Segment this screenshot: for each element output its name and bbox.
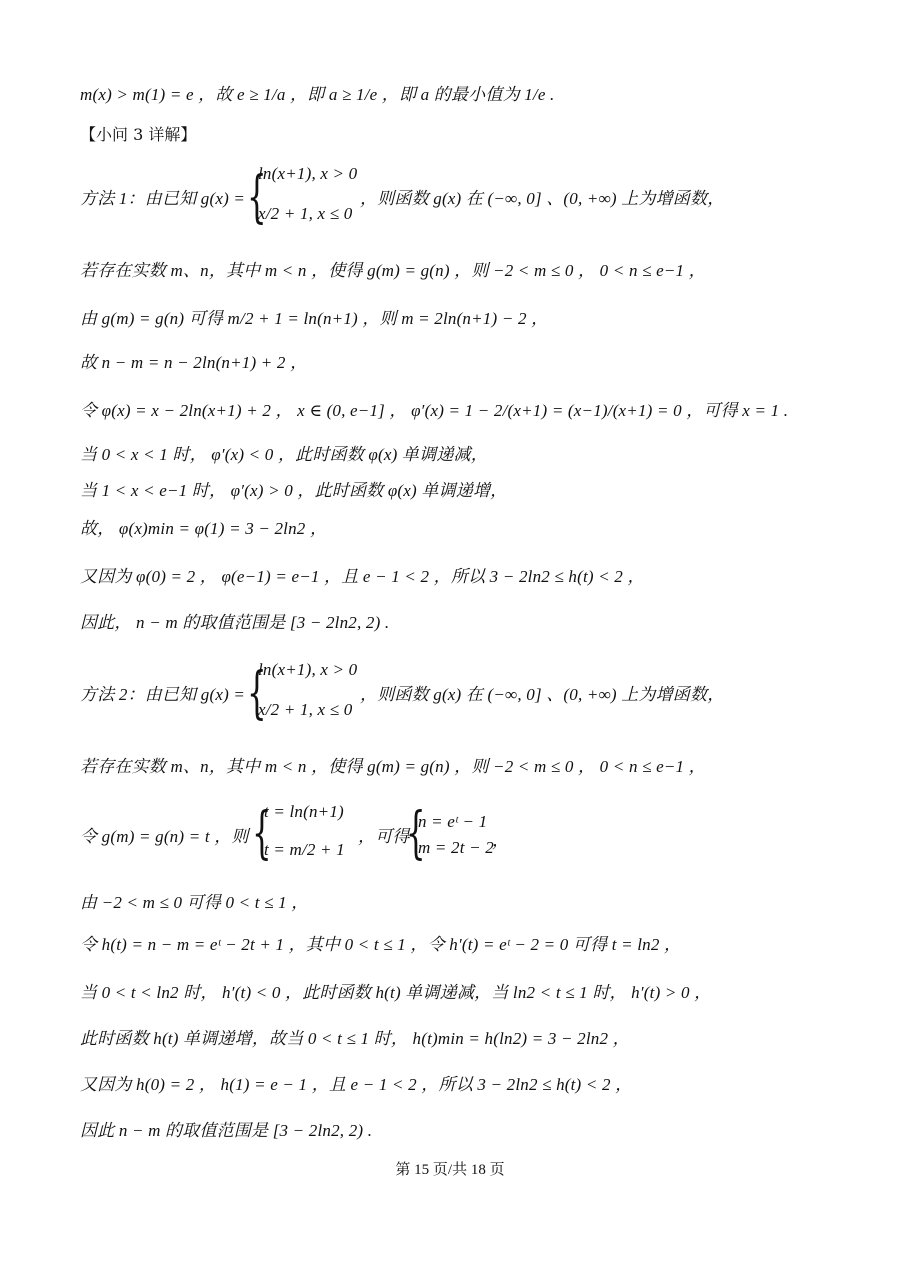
text-line: 故 n − m = n − 2ln(n+1) + 2 ， — [80, 353, 308, 372]
text-line: ，则函数 g(x) 在 (−∞, 0] 、(0, +∞) 上为增函数， — [360, 685, 725, 704]
brace-icon: { — [252, 801, 272, 866]
equation-row: n = eᵗ − 1 — [418, 812, 488, 831]
text-line: 由 g(m) = g(n) 可得 m/2 + 1 = ln(n+1) ，则 m = 2ln(n+1) − 2 ， — [80, 309, 549, 328]
text-line: 方法 2：由已知 g(x) = — [80, 685, 246, 704]
text-line: 若存在实数 m、n，其中 m < n ，使得 g(m) = g(n) ，则 −2 < m ≤ 0 ， 0 < n ≤ e−1 ， — [80, 261, 706, 280]
section-heading: 【小问 3 详解】 — [80, 125, 197, 144]
brace-icon: { — [247, 661, 267, 726]
text-line: 令 g(m) = g(n) = t ，则 — [80, 827, 249, 846]
equation-system — [418, 810, 494, 860]
text-line: 由 −2 < m ≤ 0 可得 0 < t ≤ 1 ， — [80, 893, 309, 912]
case-row: ln(x+1), x > 0 — [258, 660, 358, 679]
case-row: x/2 + 1, x ≤ 0 — [258, 700, 353, 719]
case-row: ln(x+1), x > 0 — [258, 164, 358, 183]
text-line: 方法 1：由已知 g(x) = — [80, 189, 246, 208]
text-line: m(x) > m(1) = e ，故 e ≥ 1/a ，即 a ≥ 1/e ，即 a 的最小值为 1/e . — [80, 85, 555, 104]
text-line: 又因为 φ(0) = 2 ， φ(e−1) = e−1 ，且 e − 1 < 2 ，所以 3 − 2ln2 ≤ h(t) < 2 ， — [80, 567, 645, 586]
text-line: 因此 n − m 的取值范围是 [3 − 2ln2, 2) . — [80, 1121, 373, 1140]
text-line: 令 h(t) = n − m = eᵗ − 2t + 1 ，其中 0 < t ≤ 1 ，令 h′(t) = eᵗ − 2 = 0 可得 t = ln2 ， — [80, 935, 682, 954]
case-row: x/2 + 1, x ≤ 0 — [258, 204, 353, 223]
text-line: ， — [492, 831, 510, 850]
text-line: 当 0 < t < ln2 时， h′(t) < 0 ，此时函数 h(t) 单调递减，当 ln2 < t ≤ 1 时， h′(t) > 0 ， — [80, 983, 712, 1002]
text-line: 若存在实数 m、n，其中 m < n ，使得 g(m) = g(n) ，则 −2 < m ≤ 0 ， 0 < n ≤ e−1 ， — [80, 757, 706, 776]
page-footer: 第 15 页/共 18 页 — [395, 1162, 505, 1178]
piecewise-function — [258, 162, 357, 226]
text-line: 当 0 < x < 1 时， φ′(x) < 0 ，此时函数 φ(x) 单调递减， — [80, 445, 488, 464]
equation-system — [264, 800, 345, 862]
text-line: 故， φ(x)min = φ(1) = 3 − 2ln2 ， — [80, 519, 328, 538]
brace-icon: { — [247, 165, 267, 230]
text-line: 因此， n − m 的取值范围是 [3 − 2ln2, 2) . — [80, 613, 390, 632]
text-line: ，可得 — [358, 827, 410, 846]
equation-row: m = 2t − 2 — [418, 838, 494, 857]
text-line: 又因为 h(0) = 2 ， h(1) = e − 1 ，且 e − 1 < 2 ，所以 3 − 2ln2 ≤ h(t) < 2 ， — [80, 1075, 633, 1094]
piecewise-function — [258, 658, 357, 722]
text-line: 当 1 < x < e−1 时， φ′(x) > 0 ，此时函数 φ(x) 单调递增， — [80, 481, 508, 500]
brace-icon: { — [406, 801, 426, 866]
equation-row: t = m/2 + 1 — [264, 840, 345, 859]
text-line: 令 φ(x) = x − 2ln(x+1) + 2 ， x ∈ (0, e−1] ， φ′(x) = 1 − 2/(x+1) = (x−1)/(x+1) = 0 ，可得 x = 1 . — [80, 401, 789, 420]
equation-row: t = ln(n+1) — [264, 802, 344, 821]
text-line: 此时函数 h(t) 单调递增，故当 0 < t ≤ 1 时， h(t)min = h(ln2) = 3 − 2ln2 ， — [80, 1029, 630, 1048]
text-line: ，则函数 g(x) 在 (−∞, 0] 、(0, +∞) 上为增函数， — [360, 189, 725, 208]
